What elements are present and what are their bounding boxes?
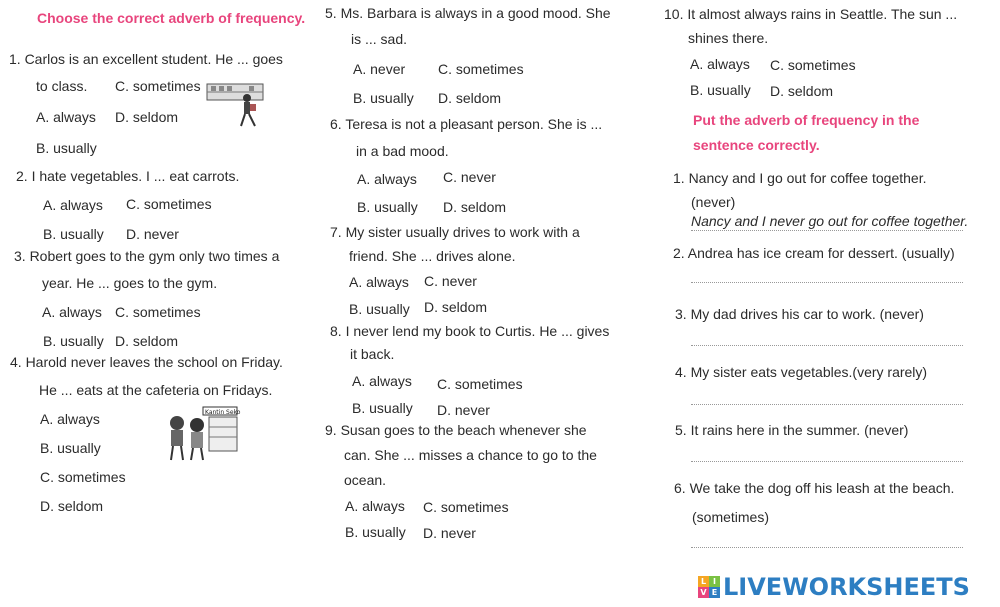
option-a: A. always: [36, 109, 96, 125]
exercise-4-text: 4. My sister eats vegetables.(very rarely): [675, 364, 928, 380]
question-6-text: 6. Teresa is not a pleasant person. She is ...: [330, 116, 603, 132]
option-c: C. sometimes: [126, 196, 212, 212]
exercise-2-text: 2. Andrea has ice cream for dessert. (usually): [673, 245, 955, 261]
question-6-text-cont: in a bad mood.: [356, 143, 449, 159]
logo-letter-l: L: [698, 576, 709, 587]
option-b: B. usually: [43, 333, 104, 349]
question-1-text: 1. Carlos is an excellent student. He ... goes: [9, 51, 283, 67]
option-d: D. seldom: [424, 299, 488, 315]
option-c: C. sometimes: [770, 57, 856, 73]
logo-letter-v: V: [698, 587, 709, 598]
question-9-text: 9. Susan goes to the beach whenever she: [325, 422, 587, 438]
question-10-text: 10. It almost always rains in Seattle. The sun ...: [664, 6, 958, 22]
answer-line-6[interactable]: [691, 547, 963, 548]
exercise-1-hint: (never): [691, 194, 736, 210]
question-4-text: 4. Harold never leaves the school on Friday.: [10, 354, 283, 370]
question-8-text-cont: it back.: [350, 346, 395, 362]
question-7-text-cont: friend. She ... drives alone.: [349, 248, 516, 264]
option-d: D. never: [437, 402, 490, 418]
question-7-text: 7. My sister usually drives to work with a: [330, 224, 580, 240]
school-student-illustration: [205, 80, 265, 132]
option-c: C. sometimes: [40, 469, 126, 485]
option-b: B. usually: [345, 524, 406, 540]
logo-letter-e: E: [709, 587, 720, 598]
question-9-text-cont2: ocean.: [344, 472, 387, 488]
exercise-1-answer[interactable]: Nancy and I never go out for coffee together.: [691, 213, 969, 229]
option-a: A. always: [345, 498, 405, 514]
question-8-text: 8. I never lend my book to Curtis. He ... gives: [330, 323, 610, 339]
logo-icon: [698, 576, 720, 598]
option-a: A. always: [349, 274, 409, 290]
question-10-text-cont: shines there.: [688, 30, 769, 46]
canteen-kids-illustration: [163, 405, 241, 463]
option-b: B. usually: [353, 90, 414, 106]
question-2-text: 2. I hate vegetables. I ... eat carrots.: [16, 168, 240, 184]
option-d: D. seldom: [115, 333, 179, 349]
answer-line-1: [691, 230, 963, 231]
exercise-1-text: 1. Nancy and I go out for coffee together.: [673, 170, 927, 186]
option-d: D. never: [423, 525, 476, 541]
option-b: B. usually: [690, 82, 751, 98]
section-title-put-cont: sentence correctly.: [693, 137, 820, 153]
option-d: D. seldom: [443, 199, 507, 215]
option-d: D. seldom: [115, 109, 179, 125]
option-b: B. usually: [40, 440, 101, 456]
option-a: A. always: [42, 304, 102, 320]
answer-line-5[interactable]: [691, 461, 963, 462]
section-title-choose: Choose the correct adverb of frequency.: [37, 10, 306, 26]
canteen-sign-text: Kantin Seko: [205, 409, 241, 416]
option-b: B. usually: [36, 140, 97, 156]
option-c: C. sometimes: [115, 78, 201, 94]
option-d: D. never: [126, 226, 179, 242]
answer-line-4[interactable]: [691, 404, 963, 405]
exercise-3-text: 3. My dad drives his car to work. (never): [675, 306, 924, 322]
exercise-6-text: 6. We take the dog off his leash at the beach.: [674, 480, 955, 496]
option-c: C. never: [443, 169, 496, 185]
option-b: B. usually: [352, 400, 413, 416]
option-b: B. usually: [357, 199, 418, 215]
option-a: A. always: [43, 197, 103, 213]
question-5-text: 5. Ms. Barbara is always in a good mood. She: [325, 5, 611, 21]
option-a: A. never: [353, 61, 406, 77]
option-c: C. sometimes: [438, 61, 524, 77]
question-4-text-cont: He ... eats at the cafeteria on Fridays.: [39, 382, 273, 398]
option-c: C. sometimes: [115, 304, 201, 320]
option-c: C. sometimes: [437, 376, 523, 392]
option-a: A. always: [690, 56, 750, 72]
option-c: C. never: [424, 273, 477, 289]
question-5-text-cont: is ... sad.: [351, 31, 408, 47]
question-1-text-cont: to class.: [36, 78, 88, 94]
answer-line-3[interactable]: [691, 345, 963, 346]
question-3-text: 3. Robert goes to the gym only two times a: [14, 248, 280, 264]
question-3-text-cont: year. He ... goes to the gym.: [42, 275, 218, 291]
option-c: C. sometimes: [423, 499, 509, 515]
section-title-put: Put the adverb of frequency in the: [693, 112, 920, 128]
logo-letter-i: I: [709, 576, 720, 587]
exercise-6-hint: (sometimes): [692, 509, 770, 525]
option-b: B. usually: [349, 301, 410, 317]
option-d: D. seldom: [770, 83, 834, 99]
liveworksheets-logo: [698, 573, 970, 601]
option-a: A. always: [357, 171, 417, 187]
option-a: A. always: [352, 373, 412, 389]
option-d: D. seldom: [438, 90, 502, 106]
option-d: D. seldom: [40, 498, 104, 514]
question-9-text-cont: can. She ... misses a chance to go to the: [344, 447, 597, 463]
answer-line-2[interactable]: [691, 282, 963, 283]
option-b: B. usually: [43, 226, 104, 242]
option-a: A. always: [40, 411, 100, 427]
exercise-5-text: 5. It rains here in the summer. (never): [675, 422, 909, 438]
logo-text: LIVEWORKSHEETS: [723, 573, 970, 601]
